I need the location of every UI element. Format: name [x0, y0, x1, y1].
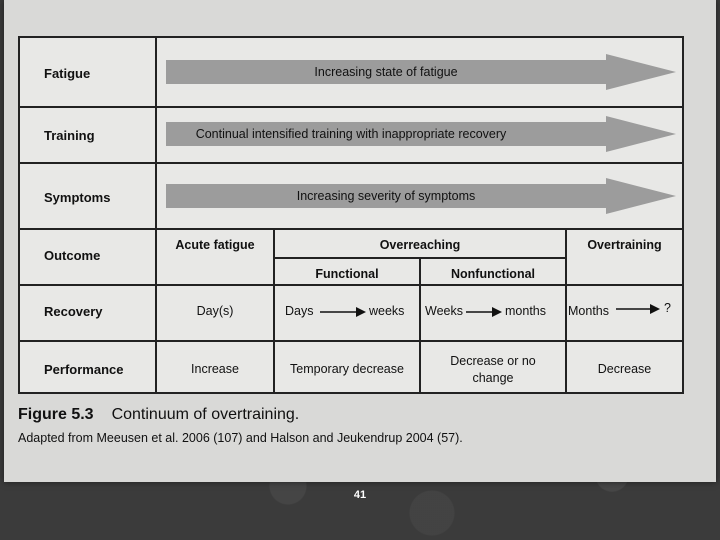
recovery-functional-arrow: [320, 306, 366, 318]
row-divider: [20, 284, 682, 286]
recovery-overtraining-to: ?: [664, 301, 671, 315]
training-arrow-text: Continual intensified training with inappropriate recovery: [195, 127, 507, 141]
row-divider: [20, 340, 682, 342]
outcome-nonfunctional: Nonfunctional: [450, 267, 535, 281]
performance-overtraining: Decrease: [597, 362, 652, 376]
figure-table: [18, 36, 684, 394]
row-label-training: Training: [44, 128, 95, 143]
row-label-fatigue: Fatigue: [44, 66, 91, 81]
performance-nonfunctional-line2: change: [472, 371, 514, 385]
row-label-recovery: Recovery: [44, 304, 103, 319]
recovery-nonfunctional-arrow: [466, 306, 502, 318]
row-divider: [20, 106, 682, 108]
outcome-overtraining: Overtraining: [587, 238, 662, 252]
recovery-acute: Day(s): [196, 304, 234, 318]
symptoms-arrow-text: Increasing severity of symptoms: [296, 189, 476, 203]
performance-acute: Increase: [191, 362, 239, 376]
row-label-performance: Performance: [44, 362, 124, 377]
fatigue-arrow: [166, 54, 676, 90]
figure-caption: [18, 406, 299, 424]
performance-functional: Temporary decrease: [290, 362, 404, 376]
recovery-functional-from: Days: [285, 304, 314, 318]
recovery-nonfunctional-to: months: [505, 304, 546, 318]
recovery-overtraining-from: Months: [568, 304, 609, 318]
row-label-symptoms: Symptoms: [44, 190, 111, 205]
recovery-nonfunctional-from: Weeks: [425, 304, 463, 318]
outcome-overreaching: Overreaching: [379, 238, 461, 252]
symptoms-arrow: [166, 178, 676, 214]
outcome-functional: Functional: [315, 267, 379, 281]
scanned-book-page: [4, 0, 716, 482]
performance-nonfunctional-line1: Decrease or no: [450, 354, 536, 368]
row-divider: [20, 162, 682, 164]
fatigue-arrow-text: Increasing state of fatigue: [314, 65, 458, 79]
slide-page-number: 41: [353, 489, 367, 501]
row-label-outcome: Outcome: [44, 248, 101, 263]
figure-number: Figure 5.3: [18, 406, 94, 423]
figure-title: Continuum of overtraining.: [111, 406, 300, 423]
row-divider: [20, 228, 682, 230]
recovery-functional-to: weeks: [369, 304, 405, 318]
outcome-acute-fatigue: Acute fatigue: [175, 238, 255, 252]
label-column-divider: [155, 38, 157, 392]
recovery-overtraining-arrow: [616, 303, 660, 315]
figure-source: Adapted from Meeusen et al. 2006 (107) and Halson and Jeukendrup 2004 (57).: [18, 431, 463, 445]
training-arrow: [166, 116, 676, 152]
